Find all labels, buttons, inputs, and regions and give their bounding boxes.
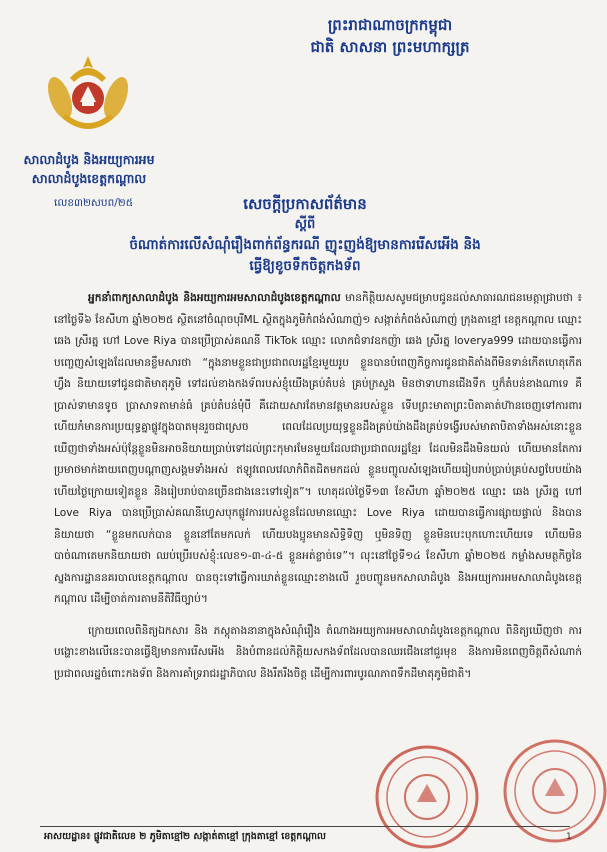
red-seal-stamp-icon (372, 742, 482, 852)
paragraph-2: ក្រោយពេលពិនិត្យឯកសារ និង ភស្តុតាងនានាក្នុងសំណុំរឿង តំណាងអយ្យការអមសាលាដំបូងខេត្តកណ្តាល ពិនិត្យឃើញថា ការបង្ហោះខាងលើនេះបានធ្វើឱ្យមានការរើសអើង និងបំពានដល់កិត្តិយសកងទ័ពដែលបានឈរជើងនៅជួរមុខ និងការមិនពេញចិត្តពីសំណាក់ប្រជាពលរដ្ឋចំពោះកងទ័ព និងការគាំទ្ររាជរដ្ឋាភិបាល និងរឹតរឹងចិត្ត ដើម្បីការពារបូរណភាពទឹកដីមាតុភូមិជាតិ។ (54, 624, 582, 680)
document-body (54, 288, 582, 689)
paragraph-1-text: មានកិត្តិយសសូមជម្រាបជូនដល់សាធារណជនមេត្តាជ្រាបថា ៖ នៅថ្ងៃទី៦ ខែសីហា ឆ្នាំ២០២៥ ស្ថិតនៅចំណុចបុរីML ស្ថិតក្នុងភូមិកំពង់សំណាញ់១ សង្កាត់កំពង់សំណាញ់ ក្រុងតាខ្មៅ ខេត្តកណ្តាល ឈ្មោះ ឆេង ស្រីរត្ន ហៅ Love Riya បានប្រើប្រាស់គណនី TikTok ឈ្មោះ លោកជំទាវឧកញ៉ា ឆេង ស្រីរត្ន loverya999 ដោយបានធ្វើការបញ្ចេញសំឡេងដែលមានខ្លឹមសារថា “ក្នុងនាមខ្លួនជាប្រជាពលរដ្ឋខ្មែរមួយរូប ខ្លួនបានបំពេញកិច្ចការជូនជាតិតាំងពីមិនទាន់កើតហេតុកើតហ្វឹង និយាយទៅជូនជាតិមាតុភូមិ ទៅដល់ខាងកងទ័ពរបស់ខ្ញុំយើងគ្រប់តំបន់ គ្រប់ក្រសួង មិនថាទាហានជើងទឹក ឬក៏តំបន់ខាងណាទេ គឺប្រាស់ទាមានទូច ប្រាសាទតាមាន់ធំ គ្រប់តំបន់មុំបី គឺដោយសារតែមានវត្តមានរបស់ខ្លួន ទើបព្រះមាតាព្រះបិតាគាត់ហ៊ានចេញទៅការពារ ហើយកំមានការប្រយុទ្ធគ្នាផ្លូវក្នុងបាតមុនរួចជាស្រេច ពេលដែលប្រយុទ្ធខ្លួនដឹងគ្រប់យ៉ាងដឹងគ្រប់ទង្វើរបស់មាតាបិតាទាំងអស់នោះខ្លួនឃើញថាទាំងអស់ប៉ុន្តែខ្លួនមិនអាចនិយាយប្រាប់ទៅដល់ព្រះកុមារមែនមួយដែលជាប្រជាពលរដ្ឋខ្មែរ ដែលមិនដឹងមិនយល់ ហើយមានតែការប្រមាថមាក់ងាយពេញបណ្តាញសង្គមទាំងអស់ ឥឡូវពេលវេលាកំពិតដិតមកដល់ ខ្លួនបញ្ចូលសំឡេងហើយរៀបរាប់ប្រាប់គ្រប់សព្វបែបយ៉ាង ហើយថ្ងៃក្រោយទៀតខ្លួន និងរៀបរាប់បានច្រើនជាងនេះទៅទៀត”។ ហេតុដល់ថ្ងៃទី១៣ ខែសីហា ឆ្នាំ២០២៥ ឈ្មោះ ឆេង ស្រីរត្ន ហៅ Love Riya បានប្រើប្រាស់គណនីហ្វេសបុកផ្លូវការរបស់ខ្លួនដែលមានឈ្មោះ Love Riya ដោយបានធ្វើការផ្សាយផ្ទាល់ និងបាននិយាយថា “ខ្លួនមកលក់បាន ខ្លួននៅតែមកលក់ ហើយបងប្អូនមានសិទ្ធិទិញ ឬមិនទិញ ខ្លួនមិនបេះបុកហោះហើយទេ ហើយមិនបាច់ណាតេមកនិយាយថា ឈប់ប្រើរបស់ខ្ញុំ:លេខ១-៣-៤-៥ ខ្លួនអត់ខ្លាច់ទេ”។ លុះនៅថ្ងៃទី១៤ ខែសីហា ឆ្នាំ២០២៥ កម្លាំងសមត្ថកិច្ចនៃស្នងការដ្ឋាននគរបាលខេត្តកណ្តាល បានចុះទៅធ្វើការឃាត់ខ្លួនឈ្មោះខាងលើ រួចបញ្ជូនមកសាលាដំបូង និងអយ្យការអមសាលាដំបូងខេត្តកណ្តាល ដើម្បីចាត់ការតាមនីតិវិធីច្បាប់។ (54, 292, 582, 605)
kingdom-line-2: ជាតិ សាសនា ព្រះមហាក្សត្រ (310, 38, 470, 56)
footer-divider (40, 826, 570, 827)
reference-number: លេខ៣២សបព/២៥ (54, 197, 134, 209)
title-line-3: ចំណាត់ការលើសំណុំរឿងពាក់ព័ន្ធករណី ញុះញង់ឱ្យមានការរើសអើង និង (129, 237, 481, 253)
kingdom-motto (180, 14, 600, 58)
title-line-2: ស្តីពី (294, 217, 316, 232)
title-line-4: ធ្វើឱ្យខូចទឹកចិត្តកងទ័ព (249, 258, 361, 274)
paragraph-1-lead: អ្នកនាំពាក្យសាលាដំបូង និងអយ្យការអមសាលាដំបូងខេត្តកណ្តាល (88, 292, 341, 304)
royal-court-emblem-icon (40, 48, 136, 144)
paragraph-1 (54, 288, 582, 611)
court-line-1: សាលាដំបូង និងអយ្យការអម (23, 152, 155, 167)
title-line-1: សេចក្តីប្រកាសព័ត៌មាន (243, 195, 367, 213)
document-title (60, 193, 550, 277)
red-seal-stamp-icon (500, 736, 607, 846)
court-name (14, 150, 164, 188)
page-number: 1 (566, 832, 572, 842)
footer-address: អាសយដ្ឋាន៖ ផ្លូវជាតិលេខ ២ ភូមិតាខ្មៅ២ សង្កាត់តាខ្មៅ ក្រុងតាខ្មៅ ខេត្តកណ្តាល (44, 831, 326, 842)
kingdom-line-1: ព្រះរាជាណាចក្រកម្ពុជា (327, 16, 453, 34)
court-line-2: សាលាដំបូងខេត្តកណ្តាល (31, 171, 147, 186)
